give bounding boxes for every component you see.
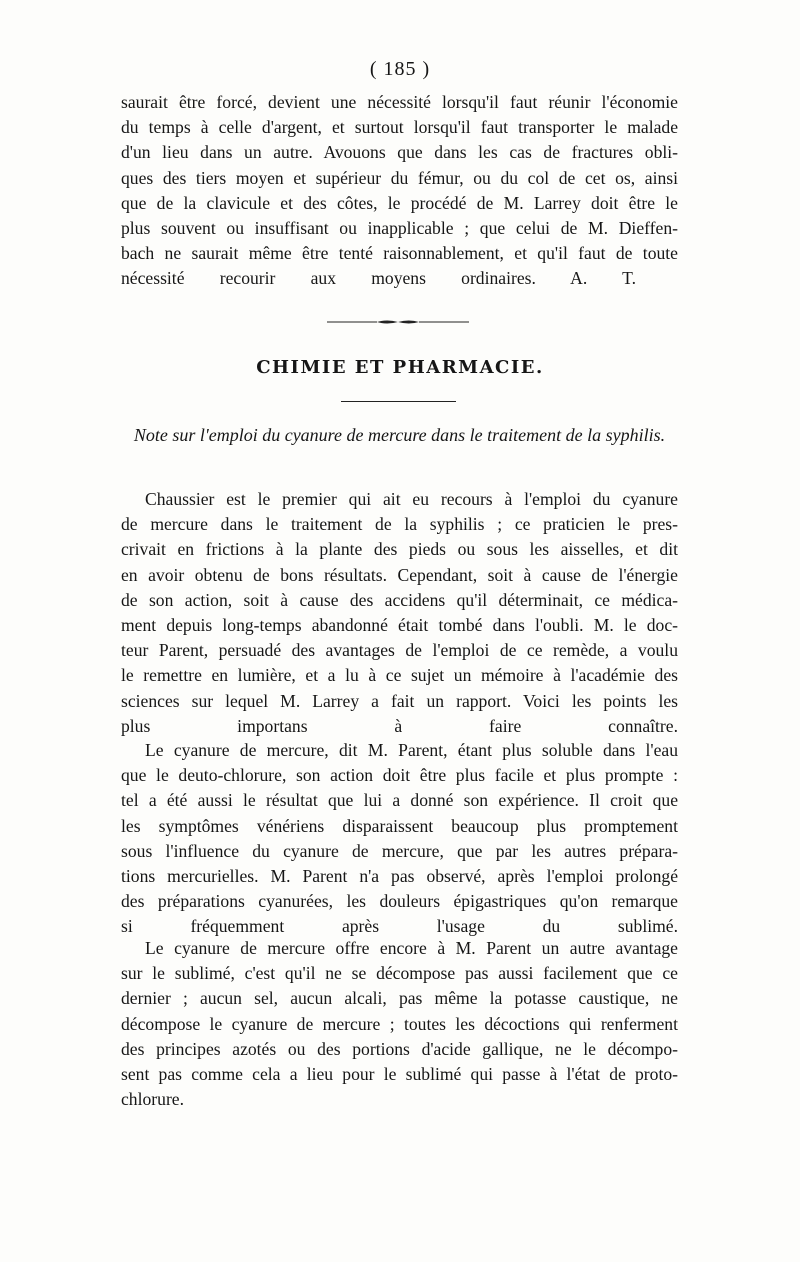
heading-rule [341, 401, 456, 402]
text-line: ment depuis long-temps abandonné était tombé dans l'oubli. M. le doc- [121, 615, 678, 636]
text-line: Le cyanure de mercure offre encore à M. Parent un autre avantage [145, 938, 678, 958]
divider-ornament [327, 319, 469, 325]
text-line: plus souvent ou insuffisant ou inapplicable ; que celui de M. Dieffen- [121, 218, 678, 239]
text-line: ques des tiers moyen et supérieur du fémur, ou du col de cet os, ainsi [121, 167, 678, 188]
author-signature: A. T. [570, 268, 636, 289]
text-line: crivait en frictions à la plante des pieds ou sous les aisselles, et dit [121, 539, 678, 560]
text-line: les symptômes vénériens disparaissent beaucoup plus promptement [121, 815, 678, 836]
text-line: sur le sublimé, c'est qu'il ne se décompose pas aussi facilement que ce [121, 963, 678, 984]
text-line: sent pas comme cela a lieu pour le sublimé qui passe à l'état de proto- [121, 1064, 678, 1085]
text-line: si fréquemment après l'usage du sublimé. [121, 916, 678, 937]
text-line: que le deuto-chlorure, son action doit être plus facile et plus prompte : [121, 765, 678, 786]
text-line: sous l'influence du cyanure de mercure, que par les autres prépara- [121, 840, 678, 861]
text-line: bach ne saurait même être tenté raisonnablement, et qu'il faut de toute [121, 243, 678, 264]
text-line: du temps à celle d'argent, et surtout lorsqu'il faut transporter le malade [121, 117, 678, 138]
text-line: tions mercurielles. M. Parent n'a pas observé, après l'emploi prolongé [121, 866, 678, 887]
text-line: en avoir obtenu de bons résultats. Cependant, soit à cause de l'énergie [121, 564, 678, 585]
text-line: des principes azotés ou des portions d'acide gallique, ne le décompo- [121, 1038, 678, 1059]
text-line: de mercure dans le traitement de la syphilis ; ce praticien le pres- [121, 514, 678, 535]
paragraph-chaussier [121, 487, 678, 739]
text-line: teur Parent, persuadé des avantages de l'emploi de ce remède, a voulu [121, 640, 678, 661]
text-line: d'un lieu dans un autre. Avouons que dans les cas de fractures obli- [121, 142, 678, 163]
paragraph-parent-advantage [121, 936, 678, 1112]
article-title: Note sur l'emploi du cyanure de mercure dans le traitement de la syphilis. [133, 425, 666, 445]
text-line: des préparations cyanurées, les douleurs épigastriques qu'on remarque [121, 891, 678, 912]
text-line: dernier ; aucun sel, aucun alcali, pas même la potasse caustique, ne [121, 988, 678, 1009]
text-line: de son action, soit à cause des accidens qu'il déterminait, ce médica- [121, 589, 678, 610]
text-line: que de la clavicule et des côtes, le procédé de M. Larrey doit être le [121, 192, 678, 213]
paragraph-parent-solubility [121, 738, 678, 940]
closing-line [121, 266, 636, 291]
text-line: sciences sur lequel M. Larrey a fait un rapport. Voici les points les [121, 690, 678, 711]
text-line: nécessité recourir aux moyens ordinaires. [121, 268, 536, 289]
text-line: Le cyanure de mercure, dit M. Parent, étant plus soluble dans l'eau [145, 740, 678, 760]
text-line: plus importans à faire connaître. [121, 715, 678, 736]
text-line: décompose le cyanure de mercure ; toutes les décoctions qui renferment [121, 1013, 678, 1034]
text-line: Chaussier est le premier qui ait eu recours à l'emploi du cyanure [145, 489, 678, 509]
text-line: chlorure. [121, 1089, 185, 1110]
section-heading: CHIMIE ET PHARMACIE. [256, 357, 544, 378]
text-line: saurait être forcé, devient une nécessité lorsqu'il faut réunir l'économie [121, 92, 678, 112]
paragraph-fractures [121, 90, 678, 292]
text-line: tel a été aussi le résultat que lui a donné son expérience. Il croit que [121, 790, 678, 811]
page-number: ( 185 ) [369, 58, 431, 80]
text-line: le remettre en lumière, et a lu à ce sujet un mémoire à l'académie des [121, 665, 678, 686]
